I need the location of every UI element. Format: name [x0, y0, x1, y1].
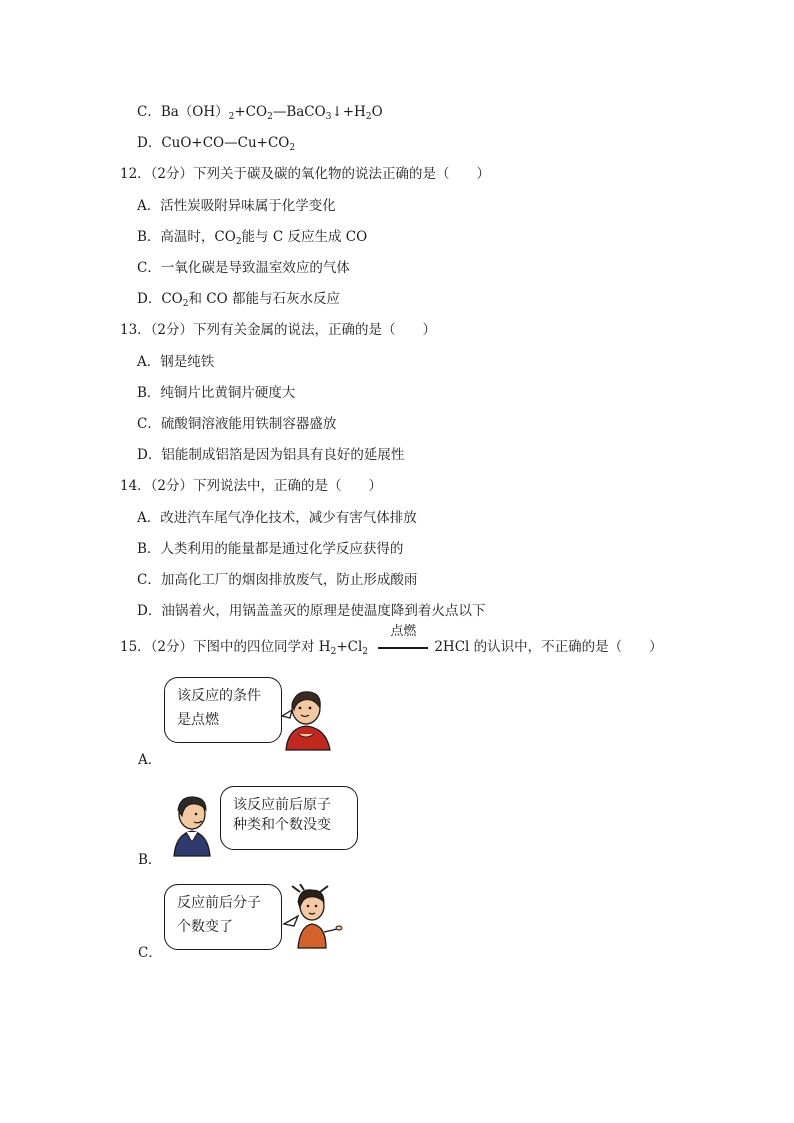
question-12-option-a: A．活性炭吸附异味属于化学变化 — [137, 198, 336, 214]
question-13-option-b: B．纯铜片比黄铜片硬度大 — [137, 385, 296, 401]
speech-bubble-b: 该反应前后原子 种类和个数没变 — [220, 786, 358, 850]
question-15: 15．（2分）下图中的四位同学对 $H_2+Cl_2$ 点燃 2HCl 的认识中，不正确的是（ ） — [120, 624, 663, 657]
student-girl-c-figure — [282, 884, 344, 950]
reaction-condition — [372, 624, 434, 656]
question-13-option-a: A．钢是纯铁 — [137, 354, 215, 370]
question-14-option-b: B．人类利用的能量都是通过化学反应获得的 — [137, 541, 404, 557]
question-14-option-a: A．改进汽车尾气净化技术，减少有害气体排放 — [137, 510, 417, 526]
speech-bubble-c: 反应前后分子 个数变了 — [164, 884, 282, 950]
question-14-option-d: D．油锅着火，用锅盖盖灭的原理是使温度降到着火点以下 — [137, 603, 486, 619]
figure-label-a: A． — [138, 752, 162, 768]
figure-label-c: C． — [138, 945, 162, 961]
question-14-option-c: C．加高化工厂的烟囱排放废气，防止形成酸雨 — [137, 572, 418, 588]
question-14: 14．（2分）下列说法中，正确的是（ ） — [120, 478, 383, 494]
question-12: 12．（2分）下列关于碳及碳的氧化物的说法正确的是（ ） — [120, 166, 491, 182]
reaction-arrow-line — [378, 647, 428, 649]
option-d-prev: D．$CuO+CO—Cu+CO_2$ — [137, 135, 296, 153]
student-boy-b-figure — [170, 794, 222, 858]
question-12-option-d: D．$CO_2$和 CO 都能与石灰水反应 — [137, 291, 340, 309]
figure-label-b: B． — [138, 852, 162, 868]
student-girl-a-figure — [278, 688, 336, 752]
question-13-option-c: C．硫酸铜溶液能用铁制容器盛放 — [137, 416, 337, 432]
option-c-prev: C．$Ba(OH)_2+CO_2—BaCO_3↓+H_2O$ — [137, 104, 383, 122]
reaction-condition-label: 点燃 — [390, 624, 417, 639]
speech-bubble-a: 该反应的条件 是点燃 — [164, 677, 282, 743]
question-13-option-d: D．铝能制成铝箔是因为铝具有良好的延展性 — [137, 447, 405, 463]
question-12-option-c: C．一氧化碳是导致温室效应的气体 — [137, 260, 350, 276]
question-13: 13．（2分）下列有关金属的说法，正确的是（ ） — [120, 322, 437, 338]
question-12-option-b: B．高温时，$CO_2$能与 C 反应生成 CO — [137, 229, 368, 247]
